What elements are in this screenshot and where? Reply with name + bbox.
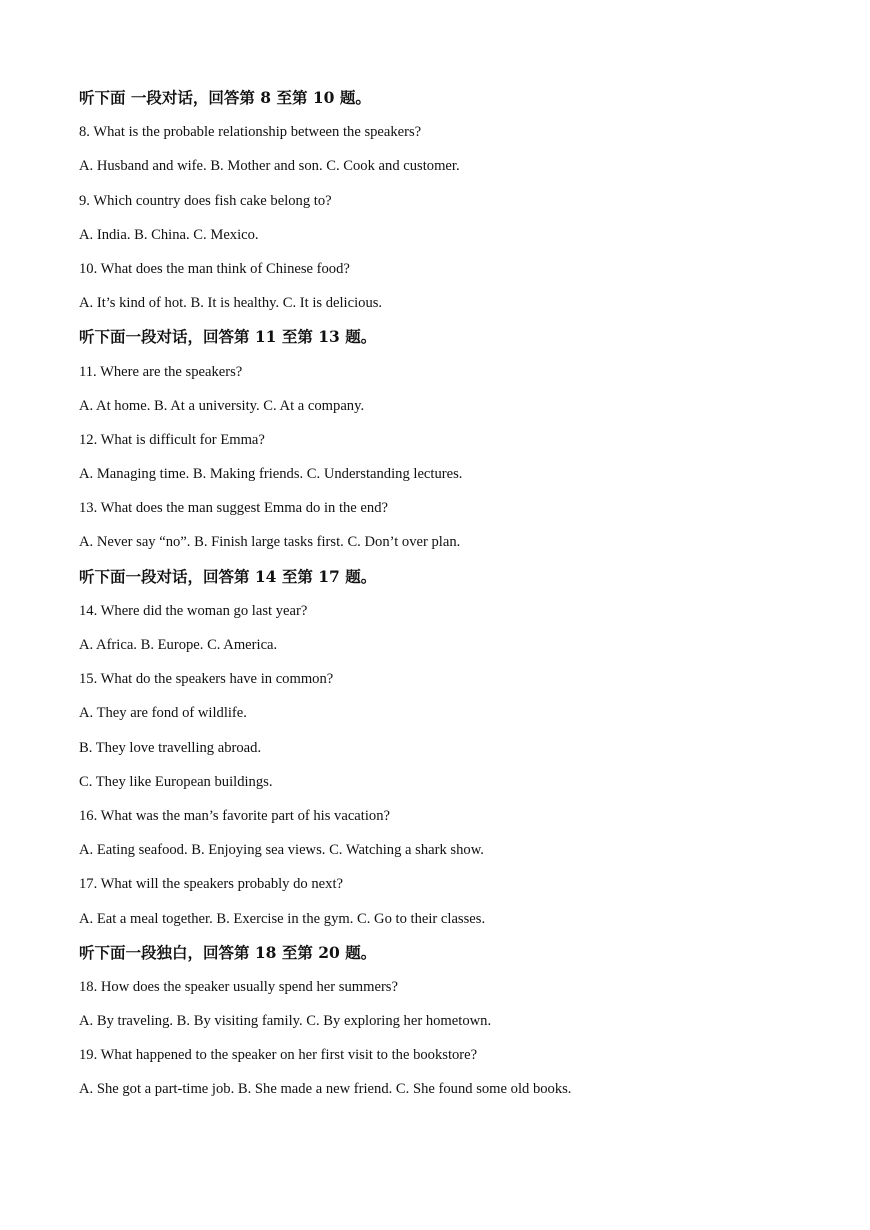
section-heading: 听下面 一段对话，回答第 8 至第 10 题。	[79, 88, 371, 107]
answer-options: A. By traveling. B. By visiting family. C. By exploring her hometown.	[79, 1013, 492, 1030]
question-text: 15. What do the speakers have in common?	[79, 671, 334, 688]
section-heading: 听下面一段对话，回答第 11 至第 13 题。	[79, 327, 377, 347]
answer-options: A. She got a part-time job. B. She made a new friend. C. She found some old books.	[79, 1081, 572, 1098]
answer-option: A. They are fond of wildlife.	[79, 705, 247, 722]
answer-options: A. At home. B. At a university. C. At a company.	[79, 397, 365, 414]
section-heading: 听下面一段对话，回答第 14 至第 17 题。	[79, 566, 377, 586]
question-text: 13. What does the man suggest Emma do in the end?	[79, 500, 388, 517]
question-text: 9. Which country does fish cake belong to?	[79, 192, 332, 209]
answer-options: A. Eating seafood. B. Enjoying sea views. C. Watching a shark show.	[79, 842, 484, 859]
document-page	[79, 86, 839, 1112]
answer-option: C. They like European buildings.	[79, 773, 273, 790]
question-text: 17. What will the speakers probably do next?	[79, 876, 343, 893]
answer-options: A. Never say “no”. B. Finish large tasks first. C. Don’t over plan.	[79, 534, 461, 551]
answer-options: A. India. B. China. C. Mexico.	[79, 226, 259, 243]
answer-options: A. Africa. B. Europe. C. America.	[79, 637, 278, 653]
answer-options: A. It’s kind of hot. B. It is healthy. C. It is delicious.	[79, 295, 383, 312]
question-text: 19. What happened to the speaker on her first visit to the bookstore?	[79, 1047, 478, 1064]
question-text: 8. What is the probable relationship between the speakers?	[79, 124, 422, 141]
question-text: 14. Where did the woman go last year?	[79, 602, 308, 619]
question-text: 10. What does the man think of Chinese food?	[79, 260, 350, 277]
question-text: 18. How does the speaker usually spend her summers?	[79, 978, 398, 995]
answer-options: A. Eat a meal together. B. Exercise in the gym. C. Go to their classes.	[79, 910, 486, 927]
question-text: 12. What is difficult for Emma?	[79, 431, 265, 448]
question-text: 11. Where are the speakers?	[79, 363, 243, 380]
answer-options: A. Managing time. B. Making friends. C. Understanding lectures.	[79, 466, 463, 483]
answer-options: A. Husband and wife. B. Mother and son. C. Cook and customer.	[79, 158, 460, 175]
answer-option: B. They love travelling abroad.	[79, 739, 262, 756]
question-text: 16. What was the man’s favorite part of his vacation?	[79, 807, 390, 824]
section-heading: 听下面一段独白，回答第 18 至第 20 题。	[79, 942, 377, 962]
